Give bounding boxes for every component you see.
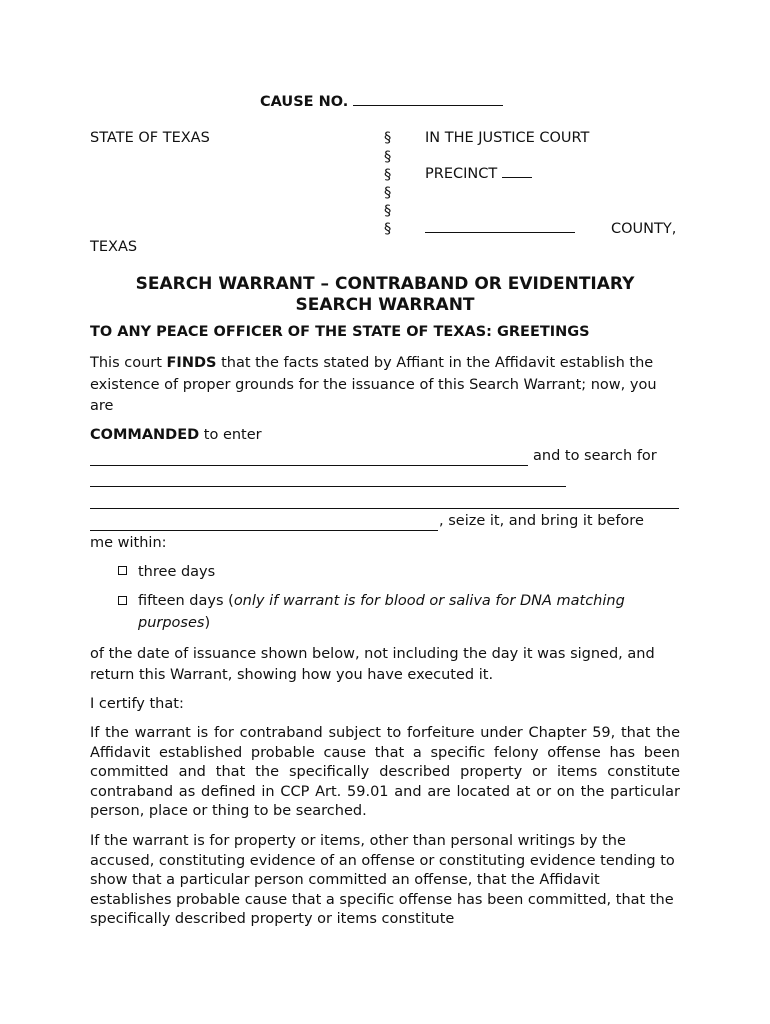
commanded-line bbox=[90, 427, 262, 443]
section-sign: § bbox=[384, 221, 392, 237]
greeting: TO ANY PEACE OFFICER OF THE STATE OF TEXAS: GREETINGS bbox=[90, 324, 590, 340]
fifteen-days-close: ) bbox=[204, 615, 211, 631]
title-line-2: SEARCH WARRANT bbox=[295, 295, 475, 315]
commanded-bold: COMMANDED bbox=[90, 427, 200, 443]
fifteen-days-note: only if warrant is for blood or saliva for DNA matching bbox=[233, 593, 625, 609]
fifteen-days-checkbox[interactable] bbox=[118, 596, 127, 605]
section-sign: § bbox=[384, 167, 392, 183]
items-blank-1[interactable] bbox=[90, 486, 566, 487]
contraband-paragraph: If the warrant is for contraband subject to forfeiture under Chapter 59, that the Affidavit established probable cause that a specific felony offense has been committed and that the specifically described property or items constitute contraband as defined in CCP Art. 59.01 and are located at or on the particular person, place or thing to be searched. bbox=[90, 725, 680, 819]
search-for-label: and to search for bbox=[533, 448, 657, 464]
county-line bbox=[425, 221, 575, 237]
items-blank-3[interactable] bbox=[90, 530, 438, 531]
section-sign: § bbox=[384, 130, 392, 146]
seize-label: , seize it, and bring it before bbox=[439, 513, 644, 529]
section-sign: § bbox=[384, 149, 392, 165]
certify-label: I certify that: bbox=[90, 696, 184, 712]
finds-text: that the facts stated by Affiant in the Affidavit establish the existence of proper grounds for the issuance of this Search Warrant; now, you are bbox=[90, 355, 657, 414]
document-title bbox=[90, 274, 680, 316]
three-days-checkbox[interactable] bbox=[118, 566, 127, 575]
section-sign: § bbox=[384, 203, 392, 219]
section-sign: § bbox=[384, 185, 392, 201]
precinct-blank[interactable] bbox=[502, 177, 532, 178]
fifteen-days-note2: purposes bbox=[138, 615, 205, 631]
cause-no-label: CAUSE NO. bbox=[260, 94, 349, 110]
property-paragraph: If the warrant is for property or items, other than personal writings by the accused, constituting evidence of an offense or constituting evidence tending to show that a particular person committed an offense, that the Affidavit establishes probable cause that a specific offense has been committed, that the specifically described property or items constitute bbox=[90, 833, 675, 927]
cause-no-blank[interactable] bbox=[353, 105, 503, 106]
precinct bbox=[425, 166, 532, 182]
items-blank-2[interactable] bbox=[90, 508, 679, 509]
finds-pre: This court bbox=[90, 355, 162, 371]
title-line-1: SEARCH WARRANT – CONTRABAND OR EVIDENTIARY bbox=[135, 274, 635, 294]
county-label: COUNTY, bbox=[611, 221, 677, 237]
texas-label: TEXAS bbox=[90, 239, 138, 255]
fifteen-days-text: fifteen days ( bbox=[138, 593, 234, 609]
state-of-texas: STATE OF TEXAS bbox=[90, 130, 210, 146]
cause-no bbox=[260, 94, 503, 110]
finds-paragraph bbox=[90, 353, 680, 418]
fifteen-days-note-cont bbox=[138, 615, 210, 631]
county-blank[interactable] bbox=[425, 232, 575, 233]
three-days-label: three days bbox=[138, 564, 216, 580]
location-blank-1[interactable] bbox=[90, 465, 528, 466]
within-label: me within: bbox=[90, 535, 167, 551]
precinct-label: PRECINCT bbox=[425, 166, 498, 182]
return-paragraph: of the date of issuance shown below, not including the day it was signed, and return this Warrant, showing how you have executed it. bbox=[90, 646, 655, 683]
commanded-text: to enter bbox=[203, 427, 262, 443]
fifteen-days-label bbox=[138, 593, 625, 609]
court-name: IN THE JUSTICE COURT bbox=[425, 130, 590, 146]
finds-bold: FINDS bbox=[166, 355, 217, 371]
